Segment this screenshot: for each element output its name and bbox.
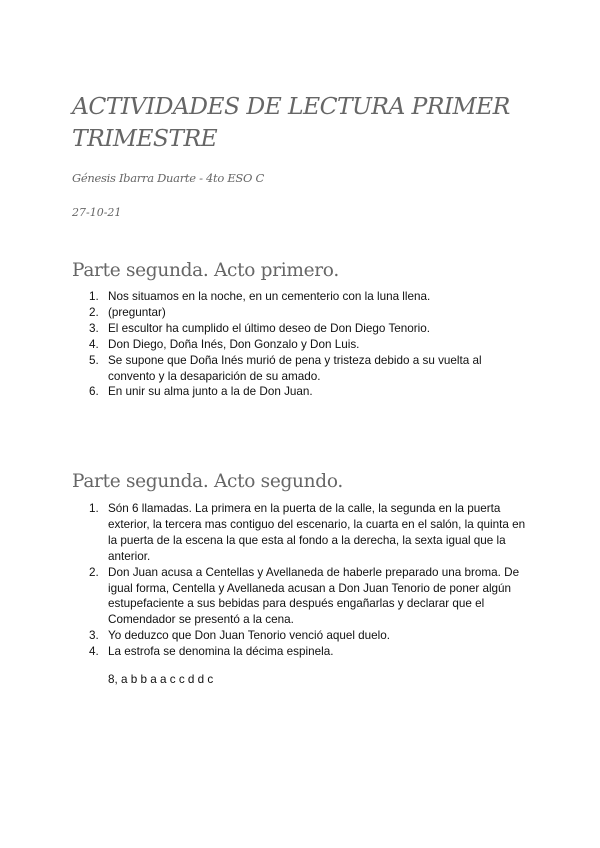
item-number: 4. xyxy=(89,337,99,351)
item-text: Don Juan acusa a Centellas y Avellaneda de haberle preparado una broma. De igual forma, Centella y Avellaneda acusan a Don Juan Tenorio de poner algún estupefaciente a sus bebidas para después engañarlas y declarar que el Comendador se presentó a la cena. xyxy=(108,565,520,627)
item-number: 6. xyxy=(89,385,99,399)
item-text: Nos situamos en la noche, en un cementerio con la luna llena. xyxy=(108,290,431,303)
list-item xyxy=(72,565,532,629)
item-text: Don Diego, Doña Inés, Don Gonzalo y Don Luis. xyxy=(108,337,360,351)
item-text: Yo deduzco que Don Juan Tenorio venció aquel duelo. xyxy=(108,629,391,643)
list-item xyxy=(72,305,532,321)
item-number: 3. xyxy=(89,321,99,335)
list-item xyxy=(72,501,532,565)
list-item xyxy=(72,289,532,305)
answer-list-acto-segundo xyxy=(72,501,532,660)
author-line: Génesis Ibarra Duarte - 4to ESO C xyxy=(72,171,264,185)
item-number: 3. xyxy=(89,629,99,643)
item-text: (preguntar) xyxy=(108,305,166,319)
list-item xyxy=(72,644,532,660)
item-text: El escultor ha cumplido el último deseo de Don Diego Tenorio. xyxy=(108,321,431,335)
list-item xyxy=(72,337,532,353)
answer-list-acto-primero xyxy=(72,289,532,400)
item-number: 2. xyxy=(89,305,99,319)
item-number: 4. xyxy=(89,645,99,659)
section-heading-acto-segundo: Parte segunda. Acto segundo. xyxy=(72,471,343,492)
section-heading-acto-primero: Parte segunda. Acto primero. xyxy=(72,260,339,281)
item-text: Se supone que Doña Inés murió de pena y tristeza debido a su vuelta al convento y la desaparición de su amado. xyxy=(108,353,482,383)
item-text: La estrofa se denomina la décima espinela. xyxy=(108,645,334,659)
document-title: ACTIVIDADES DE LECTURA PRIMER TRIMESTRE xyxy=(72,92,510,152)
item-number: 2. xyxy=(89,565,99,579)
list-item xyxy=(72,384,532,400)
list-item xyxy=(72,353,532,385)
item-number: 5. xyxy=(89,353,99,367)
item-number: 1. xyxy=(89,502,99,515)
rhyme-scheme: 8, a b b a a c c d d c xyxy=(108,673,214,686)
list-item xyxy=(72,628,532,644)
item-text: En unir su alma junto a la de Don Juan. xyxy=(108,385,313,399)
date-line: 27-10-21 xyxy=(72,206,122,219)
list-item xyxy=(72,321,532,337)
item-text: Són 6 llamadas. La primera en la puerta de la calle, la segunda en la puerta exterior, la tercera mas contiguo del escenario, la cuarta en el salón, la quinta en la puerta de la escena la que esta al fondo a la derecha, la sexta igual que la anterior. xyxy=(108,502,526,563)
item-number: 1. xyxy=(89,290,99,303)
